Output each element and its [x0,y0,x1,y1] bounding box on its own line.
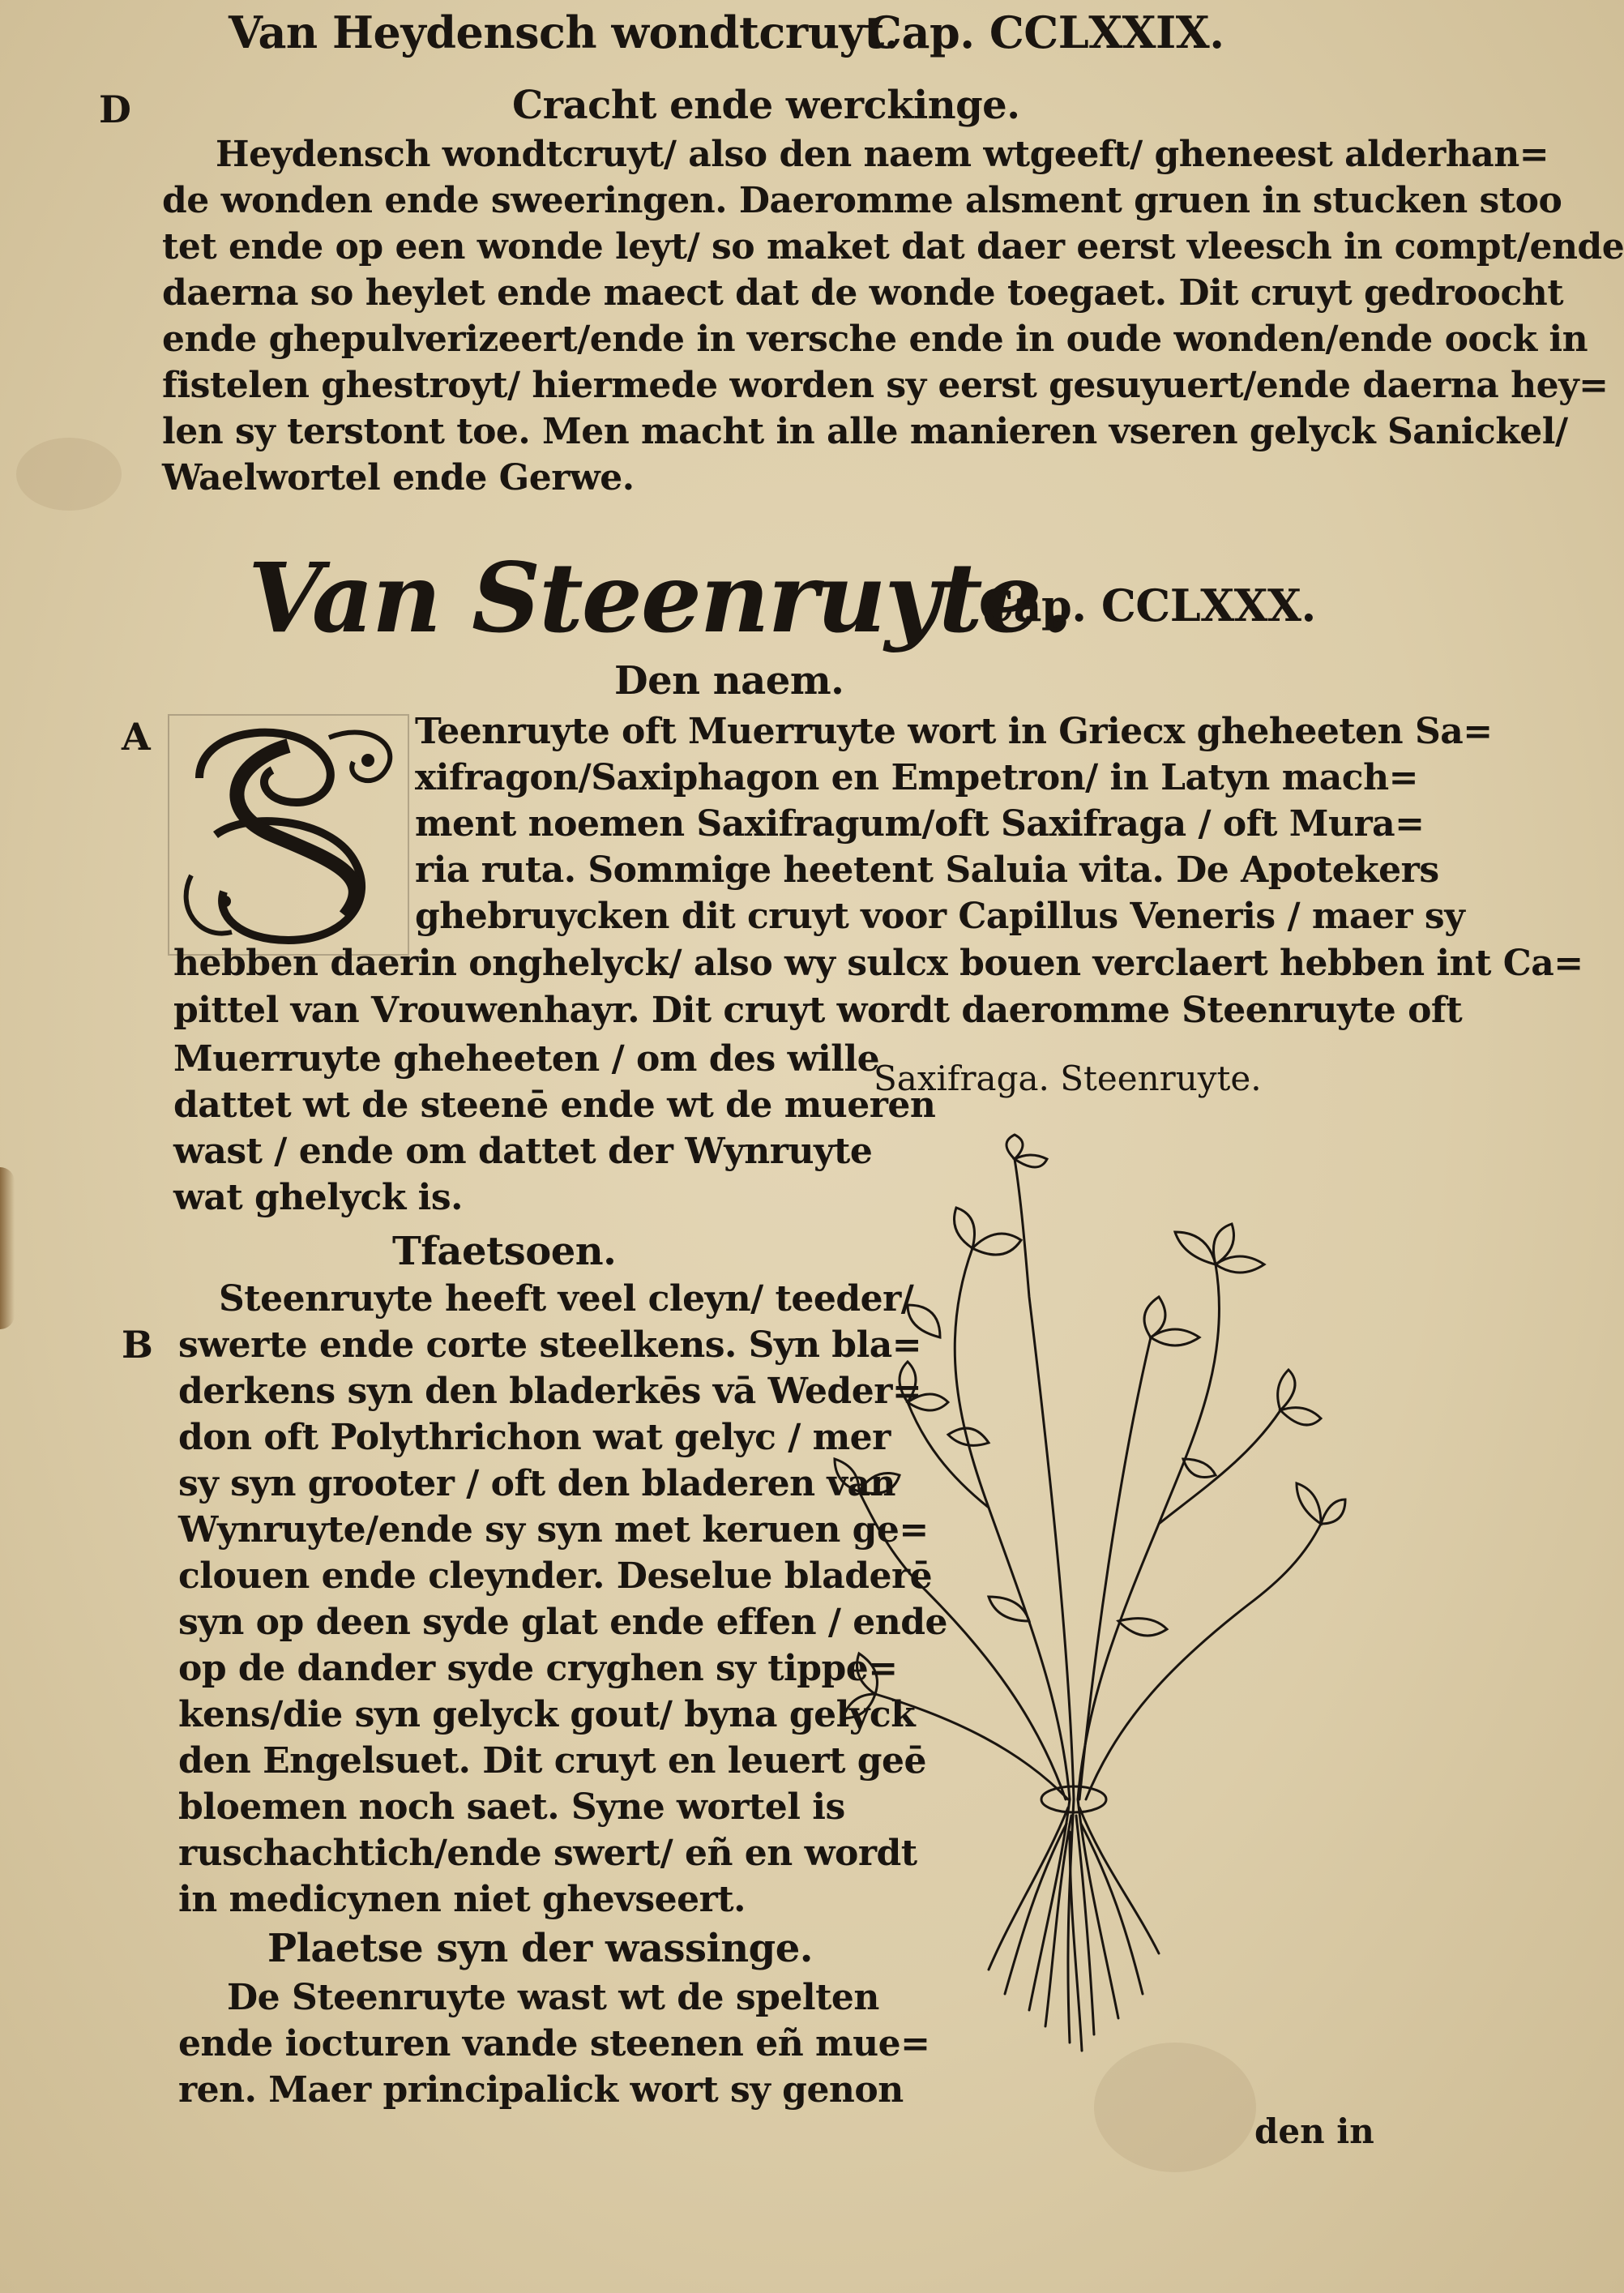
text-line: daerna so heylet ende maect dat de wonde toegaet. Dit cruyt gedroocht [162,272,1564,314]
text-line: xifragon/Saxiphagon en Empetron/ in Latyn mach= [415,757,1418,798]
paper-stain [1094,2043,1256,2172]
margin-letter: D [99,88,131,131]
text-line: sy syn grooter / oft den bladeren van [178,1463,895,1504]
text-line: ren. Maer principalick wort sy genon [178,2069,904,2111]
text-line: ria ruta. Sommige heetent Saluia vita. De Apotekers [415,849,1439,891]
text-line: dattet wt de steenē ende wt de mueren [173,1084,936,1126]
section-heading: Cracht ende werckinge. [512,83,1020,128]
text-line: kens/die syn gelyck gout/ byna gelyck [178,1694,916,1735]
catchword: den in [1254,2111,1374,2151]
text-line: derkens syn den bladerkēs vā Weder= [178,1371,922,1412]
section-heading: Den naem. [614,658,844,704]
text-line: clouen ende cleynder. Deselue bladerē [178,1555,933,1597]
text-line: ment noemen Saxifragum/oft Saxifraga / oft Mura= [415,803,1425,845]
text-line: Steenruyte heeft veel cleyn/ teeder/ [219,1278,914,1320]
text-line: Muerruyte gheheeten / om des wille [173,1038,880,1080]
text-line: len sy terstont toe. Men macht in alle manieren vseren gelyck Sanickel/ [162,411,1568,452]
section-heading: Plaetse syn der wassinge. [267,1926,813,1971]
chapter-label-header: Cap. CCLXXIX. [867,6,1224,58]
text-line: ruschachtich/ende swert/ eñ en wordt [178,1833,917,1874]
margin-letter: B [122,1323,153,1367]
text-line: ghebruycken dit cruyt voor Capillus Veneris / maer sy [415,896,1465,937]
text-line: don oft Polythrichon wat gelyc / mer [178,1417,891,1458]
illustration-caption: Saxifraga. Steenruyte. [874,1059,1262,1098]
text-line: wat ghelyck is. [173,1177,463,1218]
page-edge-shadow [0,1167,15,1329]
text-line: Heydensch wondtcruyt/ also den naem wtgeeft/ gheneest alderhan= [216,134,1549,175]
dropcap-ornament-icon [167,713,410,956]
text-line: den Engelsuet. Dit cruyt en leuert geē [178,1740,927,1782]
paper-stain [16,438,122,511]
text-line: syn op deen syde glat ende effen / ende [178,1602,948,1643]
text-line: Waelwortel ende Gerwe. [162,457,635,498]
text-line: Teenruyte oft Muerruyte wort in Griecx gheheeten Sa= [415,711,1493,752]
text-line: fistelen ghestroyt/ hiermede worden sy eerst gesuyuert/ende daerna hey= [162,365,1609,406]
saxifraga-plant-icon [827,1135,1345,2059]
margin-letter: A [122,715,151,759]
text-line: swerte ende corte steelkens. Syn bla= [178,1324,922,1366]
text-line: bloemen noch saet. Syne wortel is [178,1786,845,1828]
text-line: de wonden ende sweeringen. Daeromme alsment gruen in stucken stoo [162,180,1562,221]
text-line: in medicynen niet ghevseert. [178,1879,746,1920]
section-heading: Tfaetsoen. [392,1229,617,1274]
chapter-title: Van Steenruyte. [248,541,1072,654]
plant-woodcut [827,1135,1345,2059]
text-line: hebben daerin onghelyck/ also wy sulcx bouen verclaert hebben int Ca= [173,943,1583,984]
chapter-label: Cap. CCLXXX. [979,580,1316,631]
running-title: Van Heydensch wondtcruyt. [229,6,900,58]
text-line: tet ende op een wonde leyt/ so maket dat daer eerst vleesch in compt/ende [162,226,1624,267]
text-line: De Steenruyte wast wt de spelten [227,1977,879,2018]
text-line: wast / ende om dattet der Wynruyte [173,1131,873,1172]
text-line: op de dander syde cryghen sy tippe= [178,1648,898,1689]
decorated-initial [167,713,410,956]
text-line: ende ghepulverizeert/ende in versche ende in oude wonden/ende oock in [162,319,1588,360]
text-line: ende iocturen vande steenen eñ mue= [178,2023,930,2064]
text-line: Wynruyte/ende sy syn met keruen ge= [178,1509,929,1551]
text-line: pittel van Vrouwenhayr. Dit cruyt wordt daeromme Steenruyte oft [173,990,1463,1031]
